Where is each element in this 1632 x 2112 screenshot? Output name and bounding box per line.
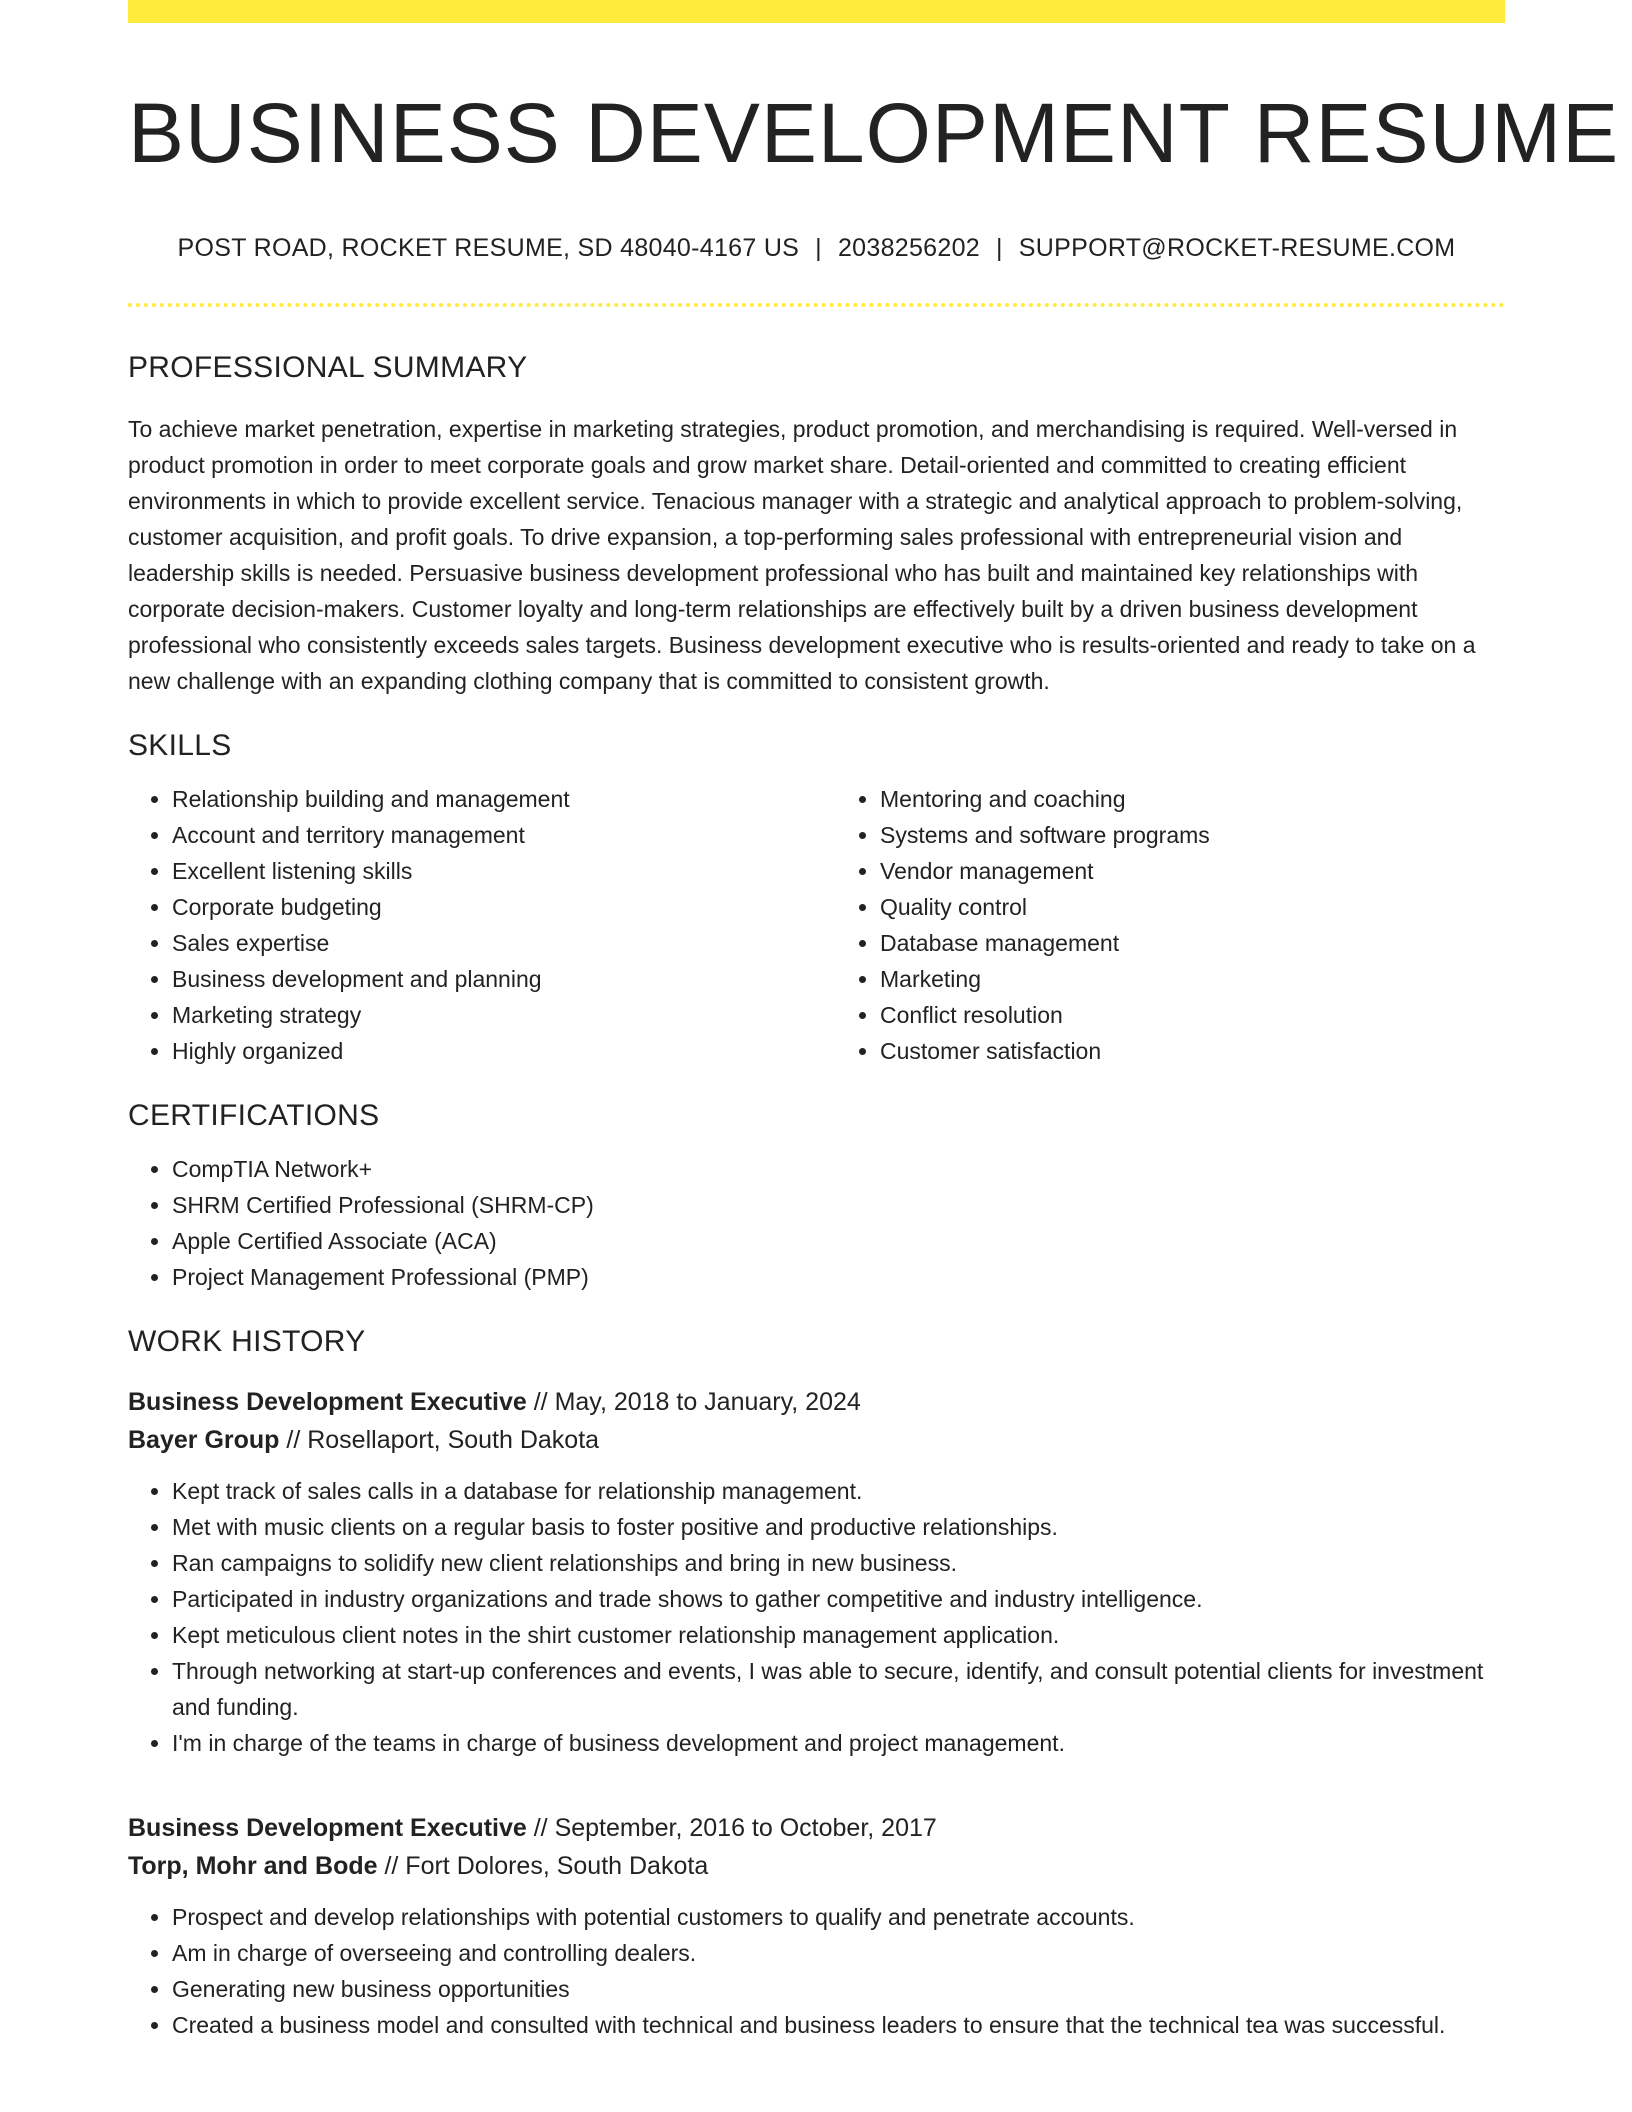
job-company-line xyxy=(128,1847,1505,1885)
job-duties-list xyxy=(128,1473,1505,1761)
job-title-line xyxy=(128,1383,1505,1421)
summary-text: To achieve market penetration, expertise in marketing strategies, product promotion, and merchandising is required. Well-versed in product promotion in order to meet corporate goals and grow market share. Detail-oriented and committed to creating efficient environments in which to provide excellent service. Tenacious manager with a strategic and analytical approach to problem-solving, customer acquisition, and profit goals. To drive expansion, a top-performing sales professional with entrepreneurial vision and leadership skills is needed. Persuasive business development professional who has built and maintained key relationships with corporate decision-makers. Customer loyalty and long-term relationships are effectively built by a driven business development professional who consistently exceeds sales targets. Business development executive who is results-oriented and ready to take on a new challenge with an expanding clothing company that is committed to consistent growth. xyxy=(128,415,1476,694)
job-location: // Rosellaport, South Dakota xyxy=(279,1425,600,1454)
job-role: Business Development Executive xyxy=(128,1813,527,1842)
skill-item: • Highly organized xyxy=(172,1033,850,1069)
skill-item: • Marketing xyxy=(880,961,1505,997)
certifications-list xyxy=(128,1151,1505,1295)
skills-list-right xyxy=(850,781,1505,1069)
job-duty: • I'm in charge of the teams in charge of business development and project management. xyxy=(172,1725,1505,1761)
skill-item: • Vendor management xyxy=(880,853,1505,889)
contact-line xyxy=(128,234,1505,263)
job-duty: • Met with music clients on a regular basis to foster positive and productive relationships. xyxy=(172,1509,1505,1545)
job-duty: • Through networking at start-up conferences and events, I was able to secure, identify, and consult potential clients for investment and funding. xyxy=(172,1653,1505,1725)
contact-separator: | xyxy=(815,233,822,262)
job-duty: • Kept track of sales calls in a database for relationship management. xyxy=(172,1473,1505,1509)
job-company-line xyxy=(128,1421,1505,1459)
job-duty: • Kept meticulous client notes in the shirt customer relationship management application. xyxy=(172,1617,1505,1653)
job-role: Business Development Executive xyxy=(128,1387,527,1416)
job-company: Bayer Group xyxy=(128,1425,280,1454)
resume-page xyxy=(128,0,1620,2043)
skills-list-left xyxy=(128,781,850,1069)
job-duty: • Generating new business opportunities xyxy=(172,1971,1505,2007)
skill-item: • Account and territory management xyxy=(172,817,850,853)
job-duty: • Am in charge of overseeing and controlling dealers. xyxy=(172,1935,1505,1971)
skill-item: • Excellent listening skills xyxy=(172,853,850,889)
skill-item: • Customer satisfaction xyxy=(880,1033,1505,1069)
certification-item: • CompTIA Network+ xyxy=(172,1151,1505,1187)
job-dates: // May, 2018 to January, 2024 xyxy=(526,1387,861,1416)
skills-grid xyxy=(128,763,1505,1069)
skill-item: • Marketing strategy xyxy=(172,997,850,1033)
skill-item: • Sales expertise xyxy=(172,925,850,961)
summary-section xyxy=(128,351,1505,699)
email-link[interactable]: SUPPORT@ROCKET-RESUME.COM xyxy=(1018,233,1456,262)
skill-item: • Conflict resolution xyxy=(880,997,1505,1033)
skill-item: • Systems and software programs xyxy=(880,817,1505,853)
skill-item: • Quality control xyxy=(880,889,1505,925)
job-duty: • Participated in industry organizations and trade shows to gather competitive and industry intelligence. xyxy=(172,1581,1505,1617)
skill-item: • Relationship building and management xyxy=(172,781,850,817)
contact-separator: | xyxy=(996,233,1003,262)
certification-item: • Project Management Professional (PMP) xyxy=(172,1259,1505,1295)
skill-item: • Business development and planning xyxy=(172,961,850,997)
certification-item: • Apple Certified Associate (ACA) xyxy=(172,1223,1505,1259)
resume-title: BUSINESS DEVELOPMENT RESUME xyxy=(128,86,1620,180)
job-duty: • Created a business model and consulted with technical and business leaders to ensure that the technical tea was successful. xyxy=(172,2007,1505,2043)
work-history-section xyxy=(128,1325,1505,2043)
job-duty: • Prospect and develop relationships with potential customers to qualify and penetrate accounts. xyxy=(172,1899,1505,1935)
job-entry xyxy=(128,1809,1505,2043)
skills-section xyxy=(128,729,1505,1069)
job-company: Torp, Mohr and Bode xyxy=(128,1851,378,1880)
top-accent-bar xyxy=(128,0,1505,23)
section-title-work-history: WORK HISTORY xyxy=(128,1324,366,1358)
phone-text: 2038256202 xyxy=(837,233,980,262)
job-location: // Fort Dolores, South Dakota xyxy=(377,1851,709,1880)
job-duty: • Ran campaigns to solidify new client relationships and bring in new business. xyxy=(172,1545,1505,1581)
certifications-section xyxy=(128,1099,1505,1295)
header-divider xyxy=(128,303,1505,307)
skill-item: • Mentoring and coaching xyxy=(880,781,1505,817)
section-title-certifications: CERTIFICATIONS xyxy=(128,1098,380,1132)
section-title-skills: SKILLS xyxy=(128,728,232,762)
job-entry xyxy=(128,1383,1505,1761)
address-text: POST ROAD, ROCKET RESUME, SD 48040-4167 US xyxy=(177,233,800,262)
job-dates: // September, 2016 to October, 2017 xyxy=(526,1813,937,1842)
skill-item: • Corporate budgeting xyxy=(172,889,850,925)
section-title-summary: PROFESSIONAL SUMMARY xyxy=(128,350,528,384)
skill-item: • Database management xyxy=(880,925,1505,961)
job-title-line xyxy=(128,1809,1505,1847)
certification-item: • SHRM Certified Professional (SHRM-CP) xyxy=(172,1187,1505,1223)
job-duties-list xyxy=(128,1899,1505,2043)
